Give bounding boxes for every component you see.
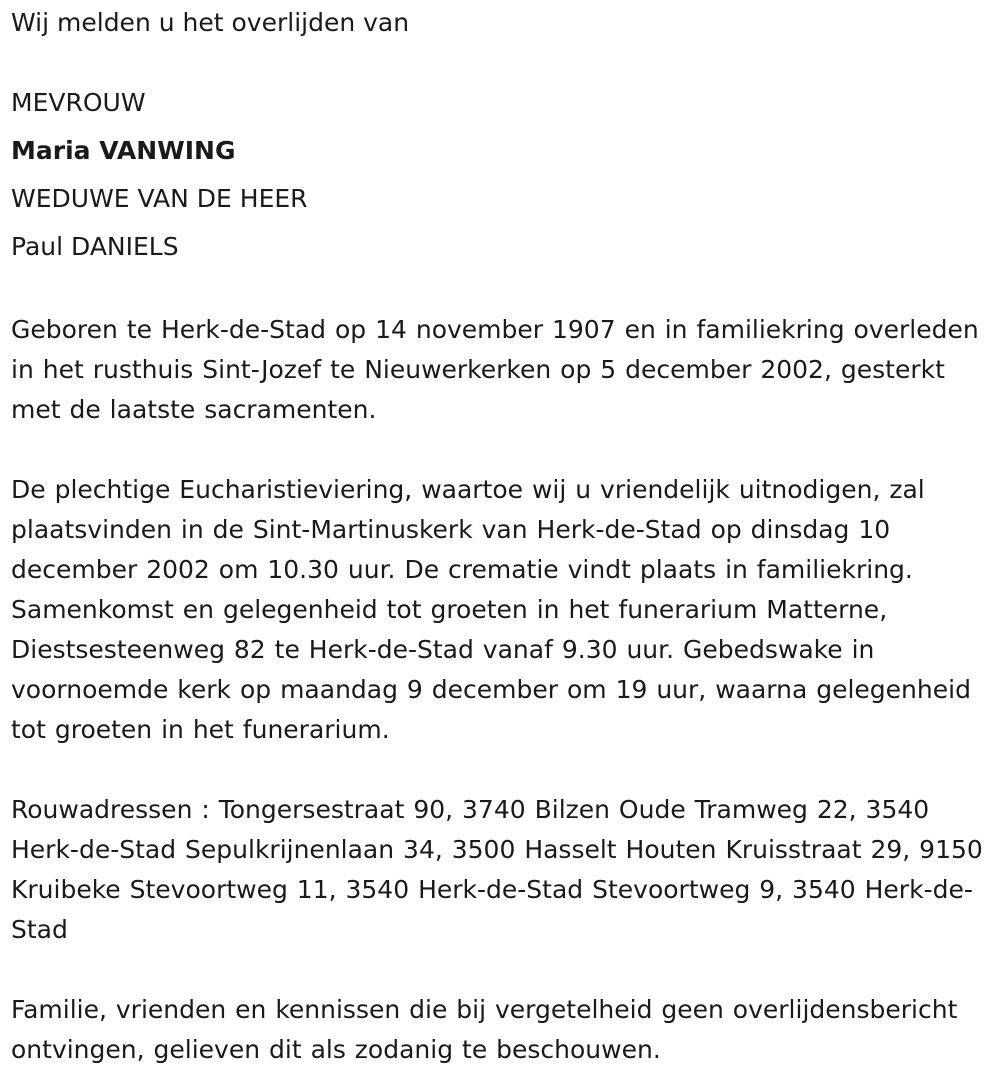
intro-line: Wij melden u het overlijden van: [11, 8, 410, 37]
mourning-addresses-paragraph: Rouwadressen : Tongersestraat 90, 3740 Bilzen Oude Tramweg 22, 3540 Herk-de-Stad Sepulkrijnenlaan 34, 3500 Hasselt Houten Kruisstraat 29, 9150 Kruibeke Stevoortweg 11, 3540 Herk-de-Stad Stevoortweg 9, 3540 Herk-de-Stad: [11, 795, 983, 944]
deceased-name: Maria VANWING: [11, 136, 236, 165]
spouse-name: Paul DANIELS: [11, 232, 179, 261]
honorific-title: MEVROUW: [11, 88, 146, 117]
relation-line: WEDUWE VAN DE HEER: [11, 184, 308, 213]
closing-paragraph: Familie, vrienden en kennissen die bij vergetelheid geen overlijdensbericht ontvingen, gelieven dit als zodanig te beschouwen.: [11, 995, 958, 1064]
birth-death-paragraph: Geboren te Herk-de-Stad op 14 november 1907 en in familiekring overleden in het rusthuis Sint-Jozef te Nieuwerkerken op 5 december 2002, gesterkt met de laatste sacramenten.: [11, 315, 979, 424]
ceremony-paragraph: De plechtige Eucharistieviering, waartoe wij u vriendelijk uitnodigen, zal plaatsvinden in de Sint-Martinuskerk van Herk-de-Stad op dinsdag 10 december 2002 om 10.30 uur. De crematie vindt plaats in familiekring. Samenkomst en gelegenheid tot groeten in het funerarium Matterne, Diestsesteenweg 82 te Herk-de-Stad vanaf 9.30 uur. Gebedswake in voornoemde kerk op maandag 9 december om 19 uur, waarna gelegenheid tot groeten in het funerarium.: [11, 475, 971, 744]
